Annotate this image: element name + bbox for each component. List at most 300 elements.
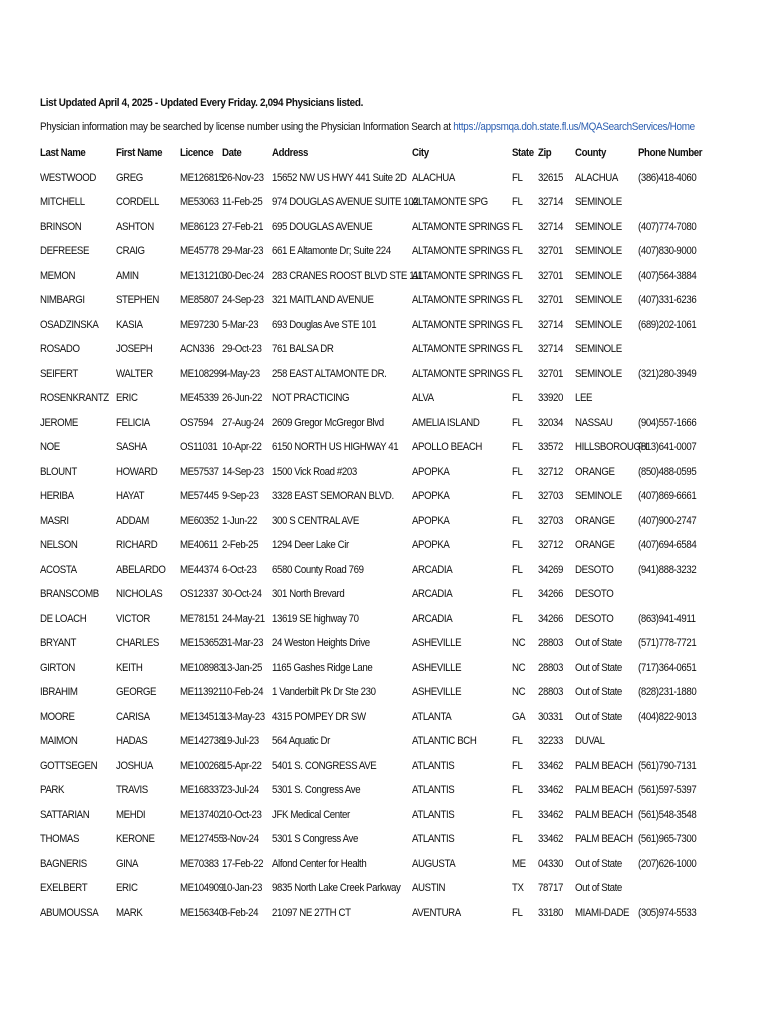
cell-date: 24-May-21: [222, 612, 265, 625]
cell-date: 10-Apr-22: [222, 441, 262, 453]
cell-county: Out of State: [575, 710, 622, 723]
cell-phone-number: (407)331-6236: [638, 294, 697, 306]
cell-last-name: EXELBERT: [40, 882, 88, 894]
cell-last-name: THOMAS: [40, 833, 80, 845]
cell-licence: ME86123: [180, 220, 219, 233]
column-header-first-name: First Name: [116, 147, 163, 159]
cell-city: AVENTURA: [412, 906, 461, 919]
cell-licence: ME45778: [180, 245, 219, 257]
cell-first-name: CORDELL: [116, 196, 159, 208]
cell-date: 15-Apr-22: [222, 759, 262, 772]
cell-phone-number: (561)965-7300: [638, 833, 697, 845]
cell-first-name: STEPHEN: [116, 294, 159, 306]
cell-state: FL: [512, 441, 523, 453]
cell-first-name: AMIN: [116, 269, 139, 282]
cell-licence: ME70383: [180, 857, 219, 870]
cell-state: NC: [512, 637, 526, 649]
cell-last-name: WESTWOOD: [40, 171, 96, 184]
cell-phone-number: (407)900-2747: [638, 514, 697, 527]
cell-state: FL: [512, 465, 523, 478]
cell-date: 13-May-23: [222, 710, 265, 723]
cell-last-name: SEIFERT: [40, 367, 78, 380]
cell-address: JFK Medical Center: [272, 808, 350, 821]
cell-city: ALTAMONTE SPRINGS: [412, 220, 510, 233]
cell-first-name: CARISA: [116, 710, 150, 723]
cell-phone-number: (321)280-3949: [638, 367, 697, 380]
cell-state: FL: [512, 392, 523, 404]
search-link[interactable]: https://appsmqa.doh.state.fl.us/MQASearchServices/Home: [453, 121, 695, 133]
table-row: [40, 266, 730, 291]
cell-city: ATLANTIC BCH: [412, 735, 477, 747]
cell-address: 258 EAST ALTAMONTE DR.: [272, 367, 387, 380]
cell-address: 974 DOUGLAS AVENUE SUITE 102: [272, 196, 419, 208]
cell-zip: 32703: [538, 490, 563, 502]
search-info-text: Physician information may be searched by license number using the Physician Information Search at: [40, 121, 454, 133]
cell-state: FL: [512, 906, 523, 919]
cell-address: 321 MAITLAND AVENUE: [272, 294, 374, 306]
cell-county: SEMINOLE: [575, 318, 622, 331]
cell-phone-number: (904)557-1666: [638, 416, 697, 429]
cell-licence: ME142738: [180, 735, 224, 747]
cell-county: ORANGE: [575, 539, 615, 551]
cell-county: PALM BEACH: [575, 759, 633, 772]
cell-last-name: BLOUNT: [40, 465, 77, 478]
cell-address: 9835 North Lake Creek Parkway: [272, 882, 401, 894]
cell-first-name: MARK: [116, 906, 143, 919]
cell-date: 8-Feb-24: [222, 906, 259, 919]
cell-date: 26-Jun-22: [222, 392, 263, 404]
cell-phone-number: (305)974-5533: [638, 906, 697, 919]
cell-address: 283 CRANES ROOST BLVD STE 111: [272, 269, 423, 282]
cell-last-name: MITCHELL: [40, 196, 85, 208]
cell-city: ASHEVILLE: [412, 661, 462, 674]
cell-first-name: RICHARD: [116, 539, 158, 551]
cell-licence: ME85807: [180, 294, 219, 306]
cell-county: MIAMI-DADE: [575, 906, 630, 919]
cell-address: 300 S CENTRAL AVE: [272, 514, 359, 527]
table-row: [40, 192, 730, 217]
cell-state: FL: [512, 220, 523, 233]
list-title: List Updated April 4, 2025 - Updated Every Friday. 2,094 Physicians listed.: [40, 97, 364, 109]
cell-first-name: ABELARDO: [116, 563, 166, 576]
cell-licence: ME100268: [180, 759, 224, 772]
cell-date: 27-Aug-24: [222, 416, 264, 429]
cell-first-name: WALTER: [116, 367, 153, 380]
cell-city: ATLANTIS: [412, 784, 455, 796]
cell-zip: 34266: [538, 588, 563, 600]
cell-licence: OS12337: [180, 588, 219, 600]
cell-last-name: DE LOACH: [40, 612, 87, 625]
cell-last-name: ROSENKRANTZ: [40, 392, 109, 404]
table-row: [40, 633, 730, 658]
cell-last-name: MASRI: [40, 514, 69, 527]
cell-last-name: BRANSCOMB: [40, 588, 99, 600]
cell-zip: 32701: [538, 269, 563, 282]
cell-licence: OS11031: [180, 441, 218, 453]
cell-city: APOPKA: [412, 490, 450, 502]
cell-first-name: HAYAT: [116, 490, 145, 502]
table-row: [40, 658, 730, 683]
cell-last-name: GIRTON: [40, 661, 75, 674]
cell-licence: ME137402: [180, 808, 224, 821]
cell-zip: 28803: [538, 637, 563, 649]
cell-address: 661 E Altamonte Dr; Suite 224: [272, 245, 391, 257]
cell-city: ASHEVILLE: [412, 637, 462, 649]
cell-address: 6580 County Road 769: [272, 563, 364, 576]
cell-first-name: CHARLES: [116, 637, 159, 649]
cell-first-name: FELICIA: [116, 416, 150, 429]
table-row: [40, 780, 730, 805]
table-row: [40, 437, 730, 462]
cell-last-name: PARK: [40, 784, 65, 796]
cell-zip: 33462: [538, 833, 563, 845]
cell-county: SEMINOLE: [575, 196, 622, 208]
table-row: [40, 241, 730, 266]
cell-licence: ME104909: [180, 882, 224, 894]
cell-zip: 33180: [538, 906, 563, 919]
cell-licence: ME127455: [180, 833, 224, 845]
cell-address: 693 Douglas Ave STE 101: [272, 318, 377, 331]
cell-licence: ME131210: [180, 269, 224, 282]
cell-zip: 32034: [538, 416, 563, 429]
cell-state: FL: [512, 612, 523, 625]
cell-first-name: GREG: [116, 171, 143, 184]
cell-last-name: NIMBARGI: [40, 294, 85, 306]
cell-first-name: JOSHUA: [116, 759, 153, 772]
cell-city: ALTAMONTE SPRINGS: [412, 318, 510, 331]
cell-zip: 04330: [538, 857, 563, 870]
table-row: [40, 364, 730, 389]
cell-licence: ME78151: [180, 612, 219, 625]
cell-address: Alfond Center for Health: [272, 857, 367, 870]
cell-county: SEMINOLE: [575, 220, 622, 233]
cell-date: 19-Jul-23: [222, 735, 259, 747]
cell-zip: 34266: [538, 612, 563, 625]
cell-county: ORANGE: [575, 465, 615, 478]
cell-county: DUVAL: [575, 735, 605, 747]
cell-date: 29-Oct-23: [222, 343, 262, 355]
cell-state: FL: [512, 784, 523, 796]
table-row: [40, 707, 730, 732]
cell-address: 1500 Vick Road #203: [272, 465, 357, 478]
cell-city: ARCADIA: [412, 588, 453, 600]
cell-county: SEMINOLE: [575, 269, 622, 282]
cell-licence: ME44374: [180, 563, 219, 576]
table-body: [40, 168, 730, 928]
cell-zip: 32233: [538, 735, 563, 747]
cell-phone-number: (404)822-9013: [638, 710, 697, 723]
cell-address: 13619 SE highway 70: [272, 612, 359, 625]
table-row: [40, 682, 730, 707]
cell-first-name: GINA: [116, 857, 139, 870]
cell-phone-number: (407)564-3884: [638, 269, 697, 282]
cell-address: 5301 S. Congress Ave: [272, 784, 361, 796]
cell-state: FL: [512, 269, 523, 282]
cell-first-name: GEORGE: [116, 686, 157, 698]
cell-address: 1165 Gashes Ridge Lane: [272, 661, 373, 674]
cell-zip: 28803: [538, 661, 563, 674]
cell-phone-number: (571)778-7721: [638, 637, 697, 649]
cell-zip: 30331: [538, 710, 563, 723]
cell-last-name: JEROME: [40, 416, 78, 429]
cell-date: 10-Jan-23: [222, 882, 263, 894]
cell-city: ATLANTA: [412, 710, 452, 723]
cell-licence: ME134513: [180, 710, 224, 723]
cell-licence: ME156340: [180, 906, 224, 919]
column-header-last-name: Last Name: [40, 147, 86, 159]
cell-state: FL: [512, 367, 523, 380]
cell-county: SEMINOLE: [575, 343, 622, 355]
cell-county: LEE: [575, 392, 593, 404]
table-row: [40, 560, 730, 585]
table-row: [40, 731, 730, 756]
cell-phone-number: (407)694-6584: [638, 539, 697, 551]
cell-phone-number: (813)641-0007: [638, 441, 697, 453]
cell-phone-number: (407)774-7080: [638, 220, 697, 233]
cell-city: ALTAMONTE SPRINGS: [412, 245, 510, 257]
table-row: [40, 878, 730, 903]
cell-county: Out of State: [575, 857, 622, 870]
cell-first-name: ASHTON: [116, 220, 154, 233]
cell-licence: ME40611: [180, 539, 218, 551]
cell-city: AUGUSTA: [412, 857, 456, 870]
cell-zip: 32712: [538, 539, 563, 551]
cell-first-name: MEHDI: [116, 808, 146, 821]
cell-first-name: HOWARD: [116, 465, 158, 478]
cell-county: SEMINOLE: [575, 490, 622, 502]
cell-address: 24 Weston Heights Drive: [272, 637, 370, 649]
cell-county: Out of State: [575, 661, 622, 674]
cell-city: ALTAMONTE SPRINGS: [412, 269, 510, 282]
cell-last-name: ABUMOUSSA: [40, 906, 99, 919]
cell-county: Out of State: [575, 882, 622, 894]
cell-last-name: MAIMON: [40, 735, 78, 747]
cell-date: 10-Oct-23: [222, 808, 262, 821]
cell-phone-number: (717)364-0651: [638, 661, 697, 674]
cell-zip: 33462: [538, 784, 563, 796]
cell-address: 564 Aquatic Dr: [272, 735, 330, 747]
cell-address: 3328 EAST SEMORAN BLVD.: [272, 490, 394, 502]
cell-last-name: BAGNERIS: [40, 857, 87, 870]
table-row: [40, 413, 730, 438]
cell-first-name: SASHA: [116, 441, 147, 453]
cell-date: 4-May-23: [222, 367, 260, 380]
cell-address: 1 Vanderbilt Pk Dr Ste 230: [272, 686, 376, 698]
cell-city: AMELIA ISLAND: [412, 416, 480, 429]
table-row: [40, 756, 730, 781]
cell-phone-number: (561)548-3548: [638, 808, 697, 821]
cell-date: 24-Sep-23: [222, 294, 264, 306]
search-info: [40, 121, 695, 133]
cell-county: DESOTO: [575, 612, 614, 625]
cell-zip: 33462: [538, 808, 563, 821]
cell-county: Out of State: [575, 686, 622, 698]
cell-state: FL: [512, 294, 523, 306]
cell-date: 14-Sep-23: [222, 465, 264, 478]
cell-county: ALACHUA: [575, 171, 618, 184]
column-header-address: Address: [272, 147, 308, 159]
table-row: [40, 217, 730, 242]
cell-county: PALM BEACH: [575, 784, 633, 796]
cell-city: APOLLO BEACH: [412, 441, 483, 453]
cell-zip: 28803: [538, 686, 563, 698]
cell-last-name: MEMON: [40, 269, 76, 282]
column-header-county: County: [575, 147, 606, 159]
cell-zip: 78717: [538, 882, 563, 894]
cell-zip: 33462: [538, 759, 563, 772]
cell-date: 1-Jun-22: [222, 514, 258, 527]
table-row: [40, 388, 730, 413]
cell-city: ARCADIA: [412, 563, 453, 576]
cell-licence: ME126815: [180, 171, 224, 184]
cell-state: FL: [512, 490, 523, 502]
table-row: [40, 805, 730, 830]
cell-date: 11-Feb-25: [222, 196, 263, 208]
cell-zip: 32701: [538, 367, 563, 380]
table-row: [40, 854, 730, 879]
cell-first-name: KEITH: [116, 661, 143, 674]
cell-first-name: ERIC: [116, 882, 138, 894]
cell-phone-number: (407)869-6661: [638, 490, 697, 502]
cell-last-name: SATTARIAN: [40, 808, 90, 821]
cell-first-name: KERONE: [116, 833, 155, 845]
table-row: [40, 511, 730, 536]
cell-last-name: MOORE: [40, 710, 75, 723]
cell-date: 13-Jan-25: [222, 661, 263, 674]
column-header-date: Date: [222, 147, 242, 159]
table-header-row: [40, 143, 730, 168]
cell-state: FL: [512, 514, 523, 527]
cell-zip: 32712: [538, 465, 563, 478]
cell-zip: 32615: [538, 171, 563, 184]
cell-date: 31-Mar-23: [222, 637, 264, 649]
cell-last-name: ROSADO: [40, 343, 80, 355]
cell-licence: OS7594: [180, 416, 214, 429]
cell-state: FL: [512, 539, 523, 551]
cell-phone-number: (941)888-3232: [638, 563, 697, 576]
cell-date: 3-Nov-24: [222, 833, 259, 845]
cell-licence: ME45339: [180, 392, 219, 404]
cell-state: GA: [512, 710, 526, 723]
cell-first-name: JOSEPH: [116, 343, 153, 355]
table-row: [40, 462, 730, 487]
cell-last-name: NOE: [40, 441, 60, 453]
cell-address: 6150 NORTH US HIGHWAY 41: [272, 441, 399, 453]
cell-state: NC: [512, 661, 526, 674]
cell-first-name: ADDAM: [116, 514, 149, 527]
cell-date: 27-Feb-21: [222, 220, 264, 233]
table-row: [40, 829, 730, 854]
column-header-city: City: [412, 147, 429, 159]
cell-zip: 32714: [538, 318, 563, 331]
cell-address: 5301 S Congress Ave: [272, 833, 358, 845]
table-row: [40, 290, 730, 315]
cell-licence: ME60352: [180, 514, 219, 527]
cell-state: FL: [512, 563, 523, 576]
cell-zip: 32714: [538, 196, 563, 208]
cell-last-name: BRYANT: [40, 637, 76, 649]
cell-date: 5-Mar-23: [222, 318, 259, 331]
cell-licence: ME57445: [180, 490, 219, 502]
table-row: [40, 168, 730, 193]
cell-last-name: HERIBA: [40, 490, 74, 502]
cell-county: ORANGE: [575, 514, 615, 527]
cell-state: TX: [512, 882, 524, 894]
cell-state: FL: [512, 588, 523, 600]
cell-city: ATLANTIS: [412, 759, 455, 772]
cell-address: 2609 Gregor McGregor Blvd: [272, 416, 384, 429]
cell-state: FL: [512, 196, 523, 208]
cell-last-name: ACOSTA: [40, 563, 77, 576]
table-row: [40, 903, 730, 928]
cell-state: FL: [512, 808, 523, 821]
cell-city: ATLANTIS: [412, 808, 455, 821]
cell-county: DESOTO: [575, 588, 614, 600]
cell-city: ALTAMONTE SPRINGS: [412, 367, 510, 380]
cell-last-name: BRINSON: [40, 220, 82, 233]
cell-state: FL: [512, 343, 523, 355]
column-header-phone-number: Phone Number: [638, 147, 703, 159]
cell-address: NOT PRACTICING: [272, 392, 350, 404]
cell-zip: 32714: [538, 343, 563, 355]
cell-date: 29-Mar-23: [222, 245, 264, 257]
cell-county: DESOTO: [575, 563, 614, 576]
cell-zip: 32701: [538, 245, 563, 257]
cell-first-name: VICTOR: [116, 612, 151, 625]
cell-city: ALTAMONTE SPRINGS: [412, 343, 510, 355]
cell-phone-number: (828)231-1880: [638, 686, 697, 698]
cell-zip: 34269: [538, 563, 563, 576]
cell-zip: 33920: [538, 392, 563, 404]
cell-county: SEMINOLE: [575, 245, 622, 257]
cell-zip: 32703: [538, 514, 563, 527]
cell-date: 30-Oct-24: [222, 588, 262, 600]
cell-phone-number: (561)790-7131: [638, 759, 697, 772]
cell-licence: ME153652: [180, 637, 224, 649]
cell-licence: ACN336: [180, 343, 215, 355]
cell-last-name: DEFREESE: [40, 245, 90, 257]
cell-city: ARCADIA: [412, 612, 453, 625]
cell-city: APOPKA: [412, 465, 450, 478]
table-row: [40, 535, 730, 560]
cell-county: HILLSBOROUGH: [575, 441, 648, 453]
cell-address: 5401 S. CONGRESS AVE: [272, 759, 377, 772]
table-row: [40, 315, 730, 340]
cell-county: Out of State: [575, 637, 622, 649]
cell-address: 1294 Deer Lake Cir: [272, 539, 349, 551]
column-header-zip: Zip: [538, 147, 552, 159]
cell-county: PALM BEACH: [575, 833, 633, 845]
cell-licence: ME108299: [180, 367, 224, 380]
cell-last-name: NELSON: [40, 539, 78, 551]
cell-state: FL: [512, 416, 523, 429]
cell-last-name: OSADZINSKA: [40, 318, 99, 331]
cell-licence: ME168337: [180, 784, 224, 796]
cell-first-name: CRAIG: [116, 245, 145, 257]
cell-state: FL: [512, 759, 523, 772]
cell-phone-number: (850)488-0595: [638, 465, 697, 478]
table-row: [40, 339, 730, 364]
cell-date: 6-Oct-23: [222, 563, 257, 576]
cell-zip: 32714: [538, 220, 563, 233]
cell-city: ATLANTIS: [412, 833, 455, 845]
cell-county: SEMINOLE: [575, 294, 622, 306]
cell-city: ALTAMONTE SPG: [412, 196, 488, 208]
cell-last-name: GOTTSEGEN: [40, 759, 98, 772]
table-row: [40, 584, 730, 609]
cell-address: 21097 NE 27TH CT: [272, 906, 351, 919]
cell-phone-number: (561)597-5397: [638, 784, 697, 796]
